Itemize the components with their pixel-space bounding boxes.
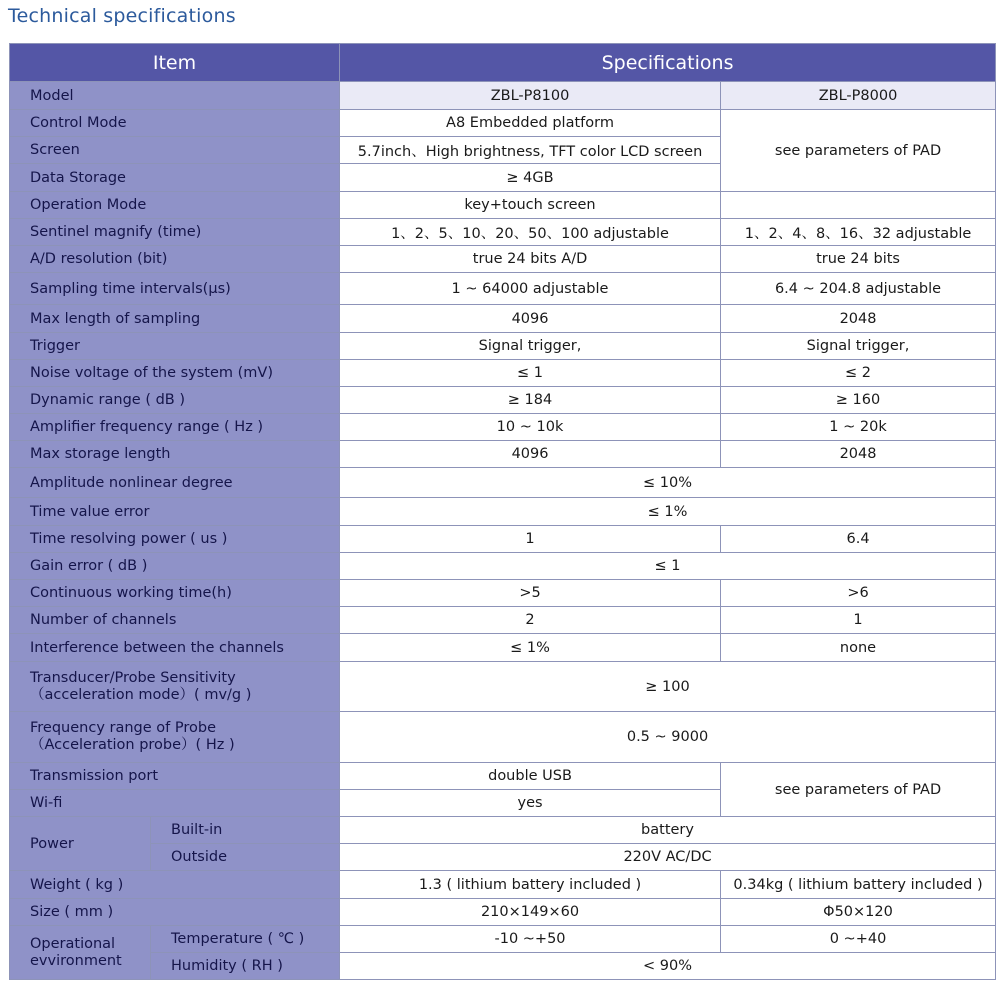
table-row (10, 333, 996, 360)
value-p8000: 2048 (721, 305, 996, 333)
value-p8000: none (721, 634, 996, 662)
value-shared: ≤ 1% (340, 498, 996, 526)
value-p8100: 10 ~ 10k (340, 414, 721, 441)
row-label-line: （Acceleration probe）( Hz ) (30, 737, 235, 753)
row-label: Trigger (10, 333, 340, 360)
value-p8100: 4096 (340, 305, 721, 333)
row-label: Sampling time intervals(μs) (10, 273, 340, 305)
sub-label: Outside (151, 844, 340, 871)
row-label: Wi-fi (10, 790, 340, 817)
value-p8100: >5 (340, 580, 721, 607)
value-shared: 0.5 ~ 9000 (340, 712, 996, 763)
row-label-line: evvironment (30, 952, 122, 969)
value-p8000: >6 (721, 580, 996, 607)
value-p8100: ≥ 184 (340, 387, 721, 414)
value-p8000: Φ50×120 (721, 899, 996, 926)
value-p8100: ≤ 1% (340, 634, 721, 662)
table-row (10, 192, 996, 219)
value-shared: ≥ 100 (340, 662, 996, 712)
value-p8100: Signal trigger, (340, 333, 721, 360)
value-p8100: key+touch screen (340, 192, 721, 219)
value-p8100: 5.7inch、High brightness, TFT color LCD screen (340, 137, 721, 164)
row-label: Amplifier frequency range ( Hz ) (10, 414, 340, 441)
value-p8100: ≥ 4GB (340, 164, 721, 192)
row-label: Control Mode (10, 110, 340, 137)
header-specifications: Specifications (340, 44, 996, 82)
row-label: Amplitude nonlinear degree (10, 468, 340, 498)
row-label: Screen (10, 137, 340, 164)
row-label: Number of channels (10, 607, 340, 634)
table-row (10, 662, 996, 712)
table-row (10, 844, 996, 871)
value-p8000: 2048 (721, 441, 996, 468)
table-row (10, 712, 996, 763)
value-p8100: 1 ~ 64000 adjustable (340, 273, 721, 305)
value-p8000: 1、2、4、8、16、32 adjustable (721, 219, 996, 246)
table-row (10, 246, 996, 273)
value-p8000: ≥ 160 (721, 387, 996, 414)
table-row (10, 468, 996, 498)
page-title: Technical specifications (8, 5, 236, 27)
table-row (10, 526, 996, 553)
value-p8100: 2 (340, 607, 721, 634)
row-label: Weight ( kg ) (10, 871, 340, 899)
row-label-line: Frequency range of Probe (30, 720, 217, 736)
row-label: Data Storage (10, 164, 340, 192)
table-row (10, 899, 996, 926)
value-p8000 (721, 192, 996, 219)
pad-note: see parameters of PAD (721, 763, 996, 817)
row-label: Time resolving power ( us ) (10, 526, 340, 553)
row-label: Max storage length (10, 441, 340, 468)
value-p8000: ≤ 2 (721, 360, 996, 387)
table-row (10, 498, 996, 526)
row-label: Model (10, 82, 340, 110)
row-label: Dynamic range ( dB ) (10, 387, 340, 414)
row-label-line: Transducer/Probe Sensitivity (30, 669, 236, 686)
value-p8000: 0.34kg ( lithium battery included ) (721, 871, 996, 899)
row-label: Continuous working time(h) (10, 580, 340, 607)
table-row (10, 580, 996, 607)
header-item: Item (10, 44, 340, 82)
value-p8100: ≤ 1 (340, 360, 721, 387)
row-label (10, 662, 340, 712)
value-p8100: 1.3 ( lithium battery included ) (340, 871, 721, 899)
value-shared: battery (340, 817, 996, 844)
table-row (10, 926, 996, 953)
row-label: Transmission port (10, 763, 340, 790)
table-row (10, 871, 996, 899)
value-p8100: A8 Embedded platform (340, 110, 721, 137)
table-row (10, 634, 996, 662)
row-label: Time value error (10, 498, 340, 526)
table-row (10, 553, 996, 580)
row-label: Sentinel magnify (time) (10, 219, 340, 246)
value-p8000: Signal trigger, (721, 333, 996, 360)
table-row (10, 360, 996, 387)
sub-label: Temperature ( ℃ ) (151, 926, 340, 953)
value-p8100: true 24 bits A/D (340, 246, 721, 273)
value-p8000: 0 ~+40 (721, 926, 996, 953)
table-row (10, 273, 996, 305)
table-row (10, 817, 996, 844)
value-p8000: 6.4 (721, 526, 996, 553)
spec-table (9, 43, 996, 980)
value-p8100: yes (340, 790, 721, 817)
value-p8100: -10 ~+50 (340, 926, 721, 953)
row-label: Noise voltage of the system (mV) (10, 360, 340, 387)
table-row (10, 110, 996, 137)
table-row (10, 763, 996, 790)
row-label (10, 712, 340, 763)
model-p8100: ZBL-P8100 (340, 82, 721, 110)
sub-label: Humidity ( RH ) (151, 953, 340, 980)
header-row (10, 44, 996, 82)
value-shared: ≤ 10% (340, 468, 996, 498)
row-label: Power (10, 817, 151, 871)
value-p8100: double USB (340, 763, 721, 790)
value-p8100: 210×149×60 (340, 899, 721, 926)
value-shared: ≤ 1 (340, 553, 996, 580)
row-label: Operation Mode (10, 192, 340, 219)
table-row (10, 219, 996, 246)
pad-note: see parameters of PAD (721, 110, 996, 192)
table-row (10, 607, 996, 634)
row-label-line: （acceleration mode）( mv/g ) (30, 686, 252, 703)
value-p8000: 1 (721, 607, 996, 634)
sub-label: Built-in (151, 817, 340, 844)
value-p8000: 6.4 ~ 204.8 adjustable (721, 273, 996, 305)
table-row (10, 387, 996, 414)
value-shared: < 90% (340, 953, 996, 980)
value-p8000: 1 ~ 20k (721, 414, 996, 441)
table-row (10, 441, 996, 468)
value-shared: 220V AC/DC (340, 844, 996, 871)
row-label (10, 926, 151, 980)
table-row (10, 414, 996, 441)
value-p8100: 4096 (340, 441, 721, 468)
model-p8000: ZBL-P8000 (721, 82, 996, 110)
row-label: Max length of sampling (10, 305, 340, 333)
value-p8000: true 24 bits (721, 246, 996, 273)
row-label: Interference between the channels (10, 634, 340, 662)
table-row (10, 305, 996, 333)
row-label: Gain error ( dB ) (10, 553, 340, 580)
row-label: A/D resolution (bit) (10, 246, 340, 273)
row-label-line: Operational (30, 935, 116, 952)
row-label: Size ( mm ) (10, 899, 340, 926)
value-p8100: 1 (340, 526, 721, 553)
value-p8100: 1、2、5、10、20、50、100 adjustable (340, 219, 721, 246)
table-row (10, 953, 996, 980)
table-row (10, 82, 996, 110)
